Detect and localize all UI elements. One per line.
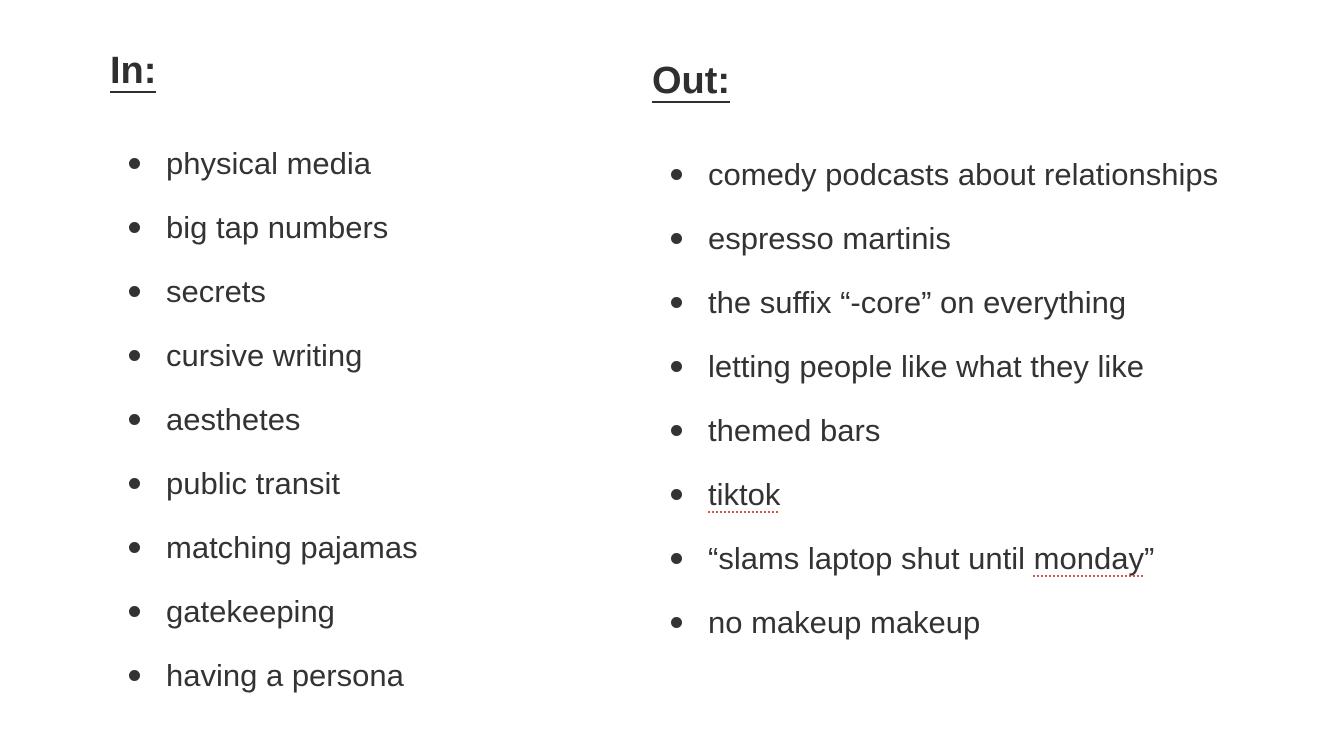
list-item-text: “slams laptop shut until monday” (708, 541, 1155, 576)
list-item-text: secrets (166, 274, 266, 309)
bullet-icon (671, 425, 682, 436)
list-item-text: comedy podcasts about relationships (708, 157, 1219, 192)
list-item-text: espresso martinis (708, 221, 951, 256)
bullet-icon (129, 606, 140, 617)
list-item-text: the suffix “-core” on everything (708, 285, 1127, 320)
list-item-text: public transit (166, 466, 341, 501)
list-item-text: matching pajamas (166, 530, 418, 565)
bullet-icon (129, 670, 140, 681)
bullet-icon (671, 297, 682, 308)
out-heading: Out: (652, 60, 731, 102)
bullet-icon (129, 222, 140, 233)
bullet-icon (671, 361, 682, 372)
spellcheck-flag: tiktok (708, 477, 781, 512)
list-item-text (708, 475, 780, 515)
bullet-icon (671, 617, 682, 628)
bullet-icon (671, 233, 682, 244)
bullet-icon (129, 414, 140, 425)
list-item-text: letting people like what they like (708, 349, 1144, 384)
list-item-text: physical media (166, 146, 372, 181)
list-item-text: aesthetes (166, 402, 301, 437)
bullet-icon (129, 158, 140, 169)
list-item-text: cursive writing (166, 338, 363, 373)
list-item-text: themed bars (708, 413, 881, 448)
list-item-text: gatekeeping (166, 594, 335, 629)
list-item-text: big tap numbers (166, 210, 389, 245)
bullet-icon (129, 478, 140, 489)
bullet-icon (129, 350, 140, 361)
bullet-icon (671, 169, 682, 180)
bullet-icon (671, 553, 682, 564)
bullet-icon (671, 489, 682, 500)
list-item-text: no makeup makeup (708, 605, 981, 640)
list-item-text: having a persona (166, 658, 404, 693)
in-heading: In: (110, 50, 157, 92)
bullet-icon (129, 542, 140, 553)
bullet-icon (129, 286, 140, 297)
spellcheck-flag: monday (1033, 541, 1144, 576)
